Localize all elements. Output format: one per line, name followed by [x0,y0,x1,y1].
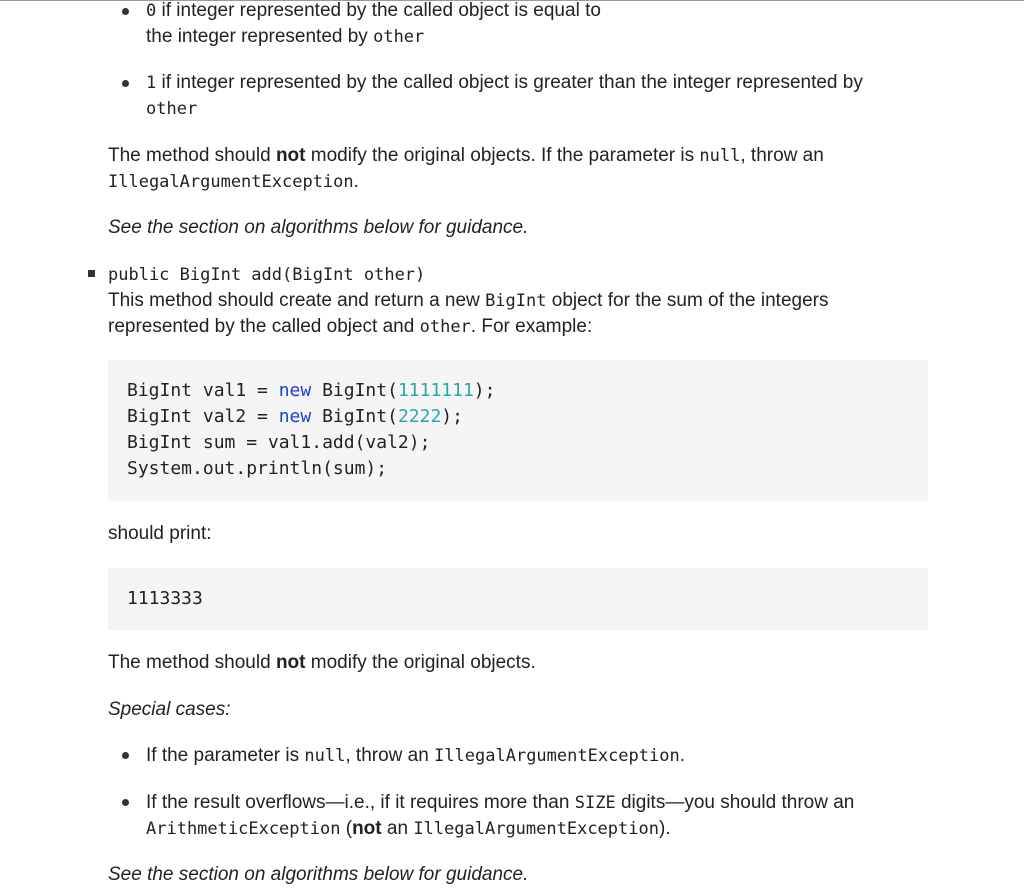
number-literal: 1111111 [397,380,474,401]
keyword: new [278,380,312,401]
special-overflow-line2 [146,816,671,842]
code-text: BigInt( [311,406,398,427]
special-cases-heading [108,697,231,723]
inline-code: BigInt [485,291,547,311]
inline-code: 0 [146,1,157,21]
add-guidance [108,862,528,888]
text: represented by the called object and [108,316,420,337]
bold-text: not [352,818,382,839]
code-line-2 [127,404,463,430]
inline-code: IllegalArgumentException [108,172,354,192]
text: modify the original objects. [305,652,536,673]
bullet-equal-line1 [146,0,601,24]
special-overflow-line1 [146,790,854,816]
signature-code: public BigInt add(BigInt other) [108,265,426,285]
add-note [108,650,536,676]
text: , throw an [345,745,435,766]
bold-text: not [275,652,306,673]
bullet-text: if integer represented by the called object is equal to [156,0,601,21]
code-text: ); [441,406,463,427]
code-block [108,360,928,501]
text: digits—you should throw an [615,792,855,813]
bullet-text: if integer represented by the called object is greater than the integer represented by [156,72,863,93]
inline-code: 1 [146,73,157,93]
inline-code: null [699,146,741,166]
guidance-text: See the section on algorithms below for guidance. [108,864,529,885]
text: This method should create and return a new [108,290,486,311]
text: . [679,745,685,766]
text: The method should [108,652,276,673]
output-text: 1113333 [127,588,203,609]
number-literal: 2222 [397,406,442,427]
output-block [108,568,928,630]
inline-code: other [419,317,471,337]
bullet-greater-line1 [146,70,863,96]
italic-text: Special cases: [108,699,231,720]
code-line-4: System.out.println(sum); [127,458,388,479]
inline-code: IllegalArgumentException [413,819,659,839]
bullet-icon [122,80,129,87]
method-desc-line1 [108,288,828,314]
text: The method should [108,145,276,166]
compare-note-line1 [108,143,824,169]
keyword: new [278,406,312,427]
text: If the result overflows—i.e., if it requires more than [146,792,575,813]
inline-code: other [146,99,198,119]
method-signature [108,262,425,288]
guidance-text: See the section on algorithms below for guidance. [108,217,529,238]
method-desc-line2 [108,314,592,340]
inline-code: SIZE [574,793,616,813]
text: . For example: [470,316,593,337]
should-print-label: should print: [108,523,212,544]
bullet-text: the integer represented by [146,26,374,47]
bold-text: not [275,145,306,166]
text: If the parameter is [146,745,305,766]
compare-guidance [108,215,528,241]
bullet-equal-line2 [146,24,424,50]
inline-code: IllegalArgumentException [434,746,680,766]
code-text: BigInt val1 = [127,380,279,401]
bullet-icon [122,8,129,15]
code-text: ); [473,380,496,401]
special-null-line [146,743,685,769]
text: object for the sum of the integers [546,290,829,311]
code-line-3: BigInt sum = val1.add(val2); [127,432,431,453]
code-text: BigInt( [311,380,398,401]
bullet-icon [122,799,129,806]
bullet-greater-line2 [146,96,197,122]
text: ). [658,818,671,839]
inline-code: other [373,27,425,47]
square-bullet-icon [88,270,95,277]
text: ( [340,818,353,839]
text: . [353,171,359,192]
code-line-1 [127,378,495,404]
inline-code: null [304,746,346,766]
code-text: BigInt val2 = [127,406,279,427]
bullet-icon [122,752,129,759]
text: modify the original objects. If the parameter is [305,145,700,166]
compare-note-line2 [108,169,359,195]
text: an [381,818,414,839]
inline-code: ArithmeticException [146,819,341,839]
text: , throw an [740,145,824,166]
